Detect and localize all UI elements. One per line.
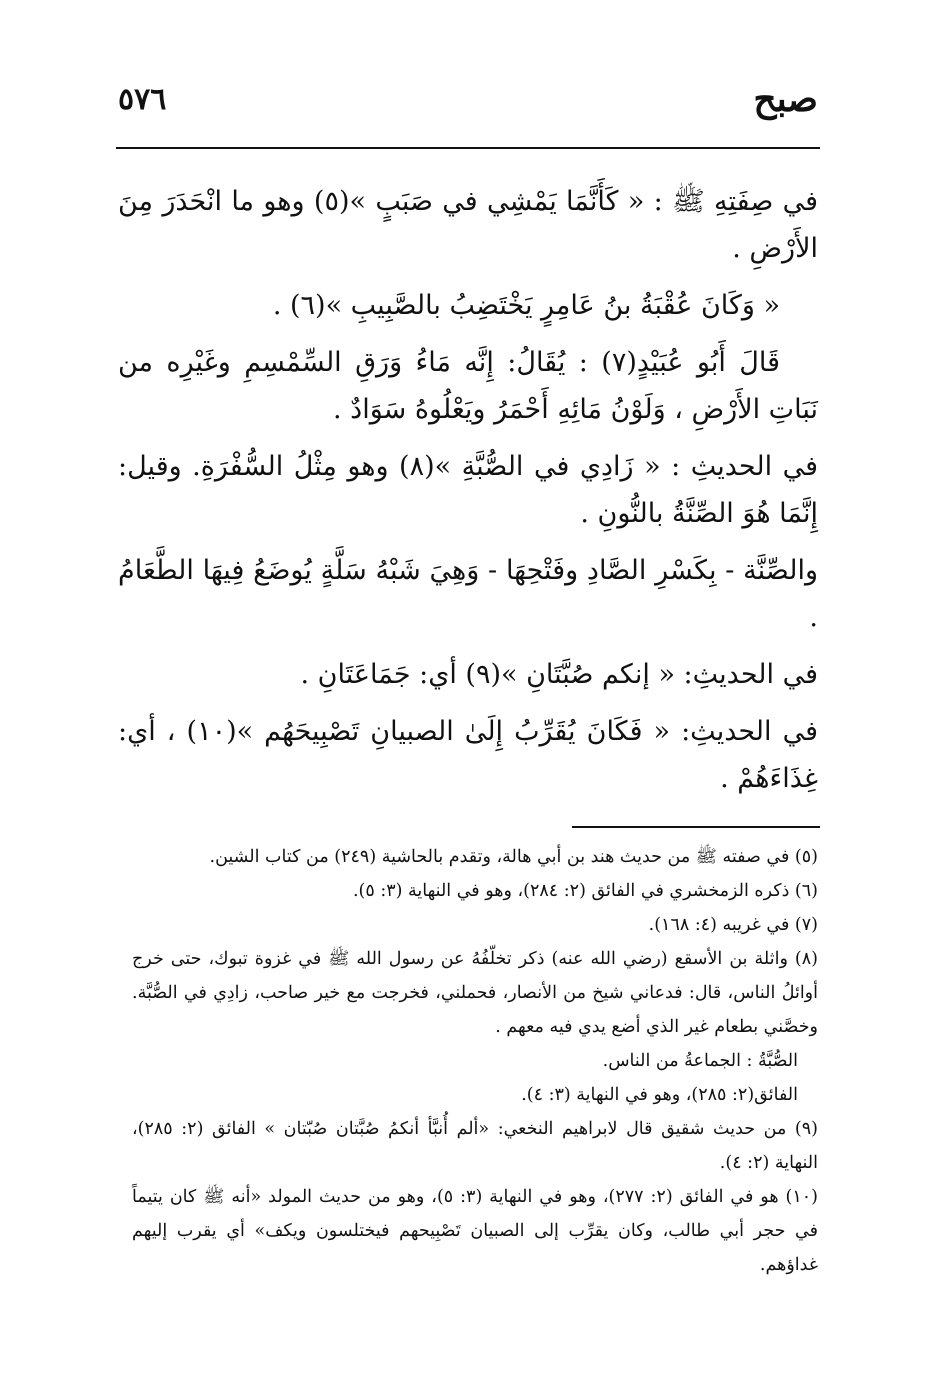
paragraph: قَالَ أَبُو عُبَيْدٍ(٧) : يُقَالُ: إِنَّه مَاءُ وَرَقِ السِّمْسِمِ وغَيْرِه من نَبَاتِ الأَرْضِ ، وَلَوْنُ مَائِهِ أَحْمَرُ ويَعْلُوهُ سَوَادٌ . (118, 347, 818, 425)
paragraph: « وَكَانَ عُقْبَةُ بنُ عَامِرٍ يَخْتَضِبُ بالصَّبِيبِ »(٦) . (272, 290, 780, 321)
footnote: (٨) واثلة بن الأسقع (رضي الله عنه) ذكر تخلّفُهُ عن رسول الله ﷺ في غزوة تبوك، حتى خرج أوائلُ الناس، قال: فدعاني شيخ من الأنصار، فحملني، فخرجت مع خير صاحب، زادِي في الصُّبَّة. وخصَّني بطعام غير الذي أضع يدي فيه معهم . (132, 949, 818, 1037)
page-header (118, 78, 818, 138)
footnote-divider (572, 826, 820, 828)
footnote-continuation: الصُّبَّةُ : الجماعةُ من الناس. (602, 1051, 798, 1071)
footnote: (٧) في غريبه (٤: ١٦٨). (648, 915, 818, 935)
paragraph: في صِفَتِهِ ﷺ : « كَأَنَّمَا يَمْشِي في صَبَبٍ »(٥) وهو ما انْحَدَرَ مِنَ الأَرْضِ . (118, 186, 818, 264)
paragraph: في الحديثِ: « إنكم صُبَّتَانِ »(٩) أي: جَمَاعَتَانِ . (300, 659, 818, 690)
footnote-continuation: الفائق(٢: ٢٨٥)، وهو في النهاية (٣: ٤). (521, 1085, 798, 1105)
main-text (118, 178, 818, 812)
page-number: ٥٧٦ (118, 82, 167, 117)
footnote: (٦) ذكره الزمخشري في الفائق (٢: ٢٨٤)، وهو في النهاية (٣: ٥). (352, 881, 818, 901)
footnote: (٩) من حديث شقيق قال لابراهيم النخعي: «ألم أُنبَّأ أنكمُ صُبَّتان صُبّتان » الفائق (٢: ٢٨٥)، النهاية (٢: ٤). (132, 1119, 818, 1173)
footnote: (٥) في صفته ﷺ من حديث هند بن أبي هالة، وتقدم بالحاشية (٢٤٩) من كتاب الشين. (209, 847, 818, 867)
paragraph: في الحديثِ: « فَكَانَ يُقَرِّبُ إِلَىٰ الصبيانِ تَصْبِيحَهُم »(١٠) ، أي: غِذَاءَهُمْ . (118, 716, 818, 794)
footnotes (132, 840, 818, 1282)
paragraph: والصِّنَّة - بِكَسْرِ الصَّادِ وفَتْحِهَا - وَهِيَ شَبْهُ سَلَّةٍ يُوضَعُ فِيهَا الطَّعَامُ . (118, 555, 818, 633)
running-head: صبح (753, 78, 818, 120)
header-divider (116, 147, 820, 149)
paragraph: في الحديثِ : « زَادِي في الصُّبَّةِ »(٨) وهو مِثْلُ السُّفْرَةِ. وقيل: إِنَّمَا هُوَ الصِّنَّةُ بالنُّونِ . (118, 451, 818, 529)
footnote: (١٠) هو في الفائق (٢: ٢٧٧)، وهو في النهاية (٣: ٥)، وهو من حديث المولد «أنه ﷺ كان يتيماً في حجر أبي طالب، وكان يقرِّب إلى الصبيان تَصْبِيحهم فيختلسون ويكف» أي يقرب إليهم غداؤهم. (132, 1187, 818, 1275)
